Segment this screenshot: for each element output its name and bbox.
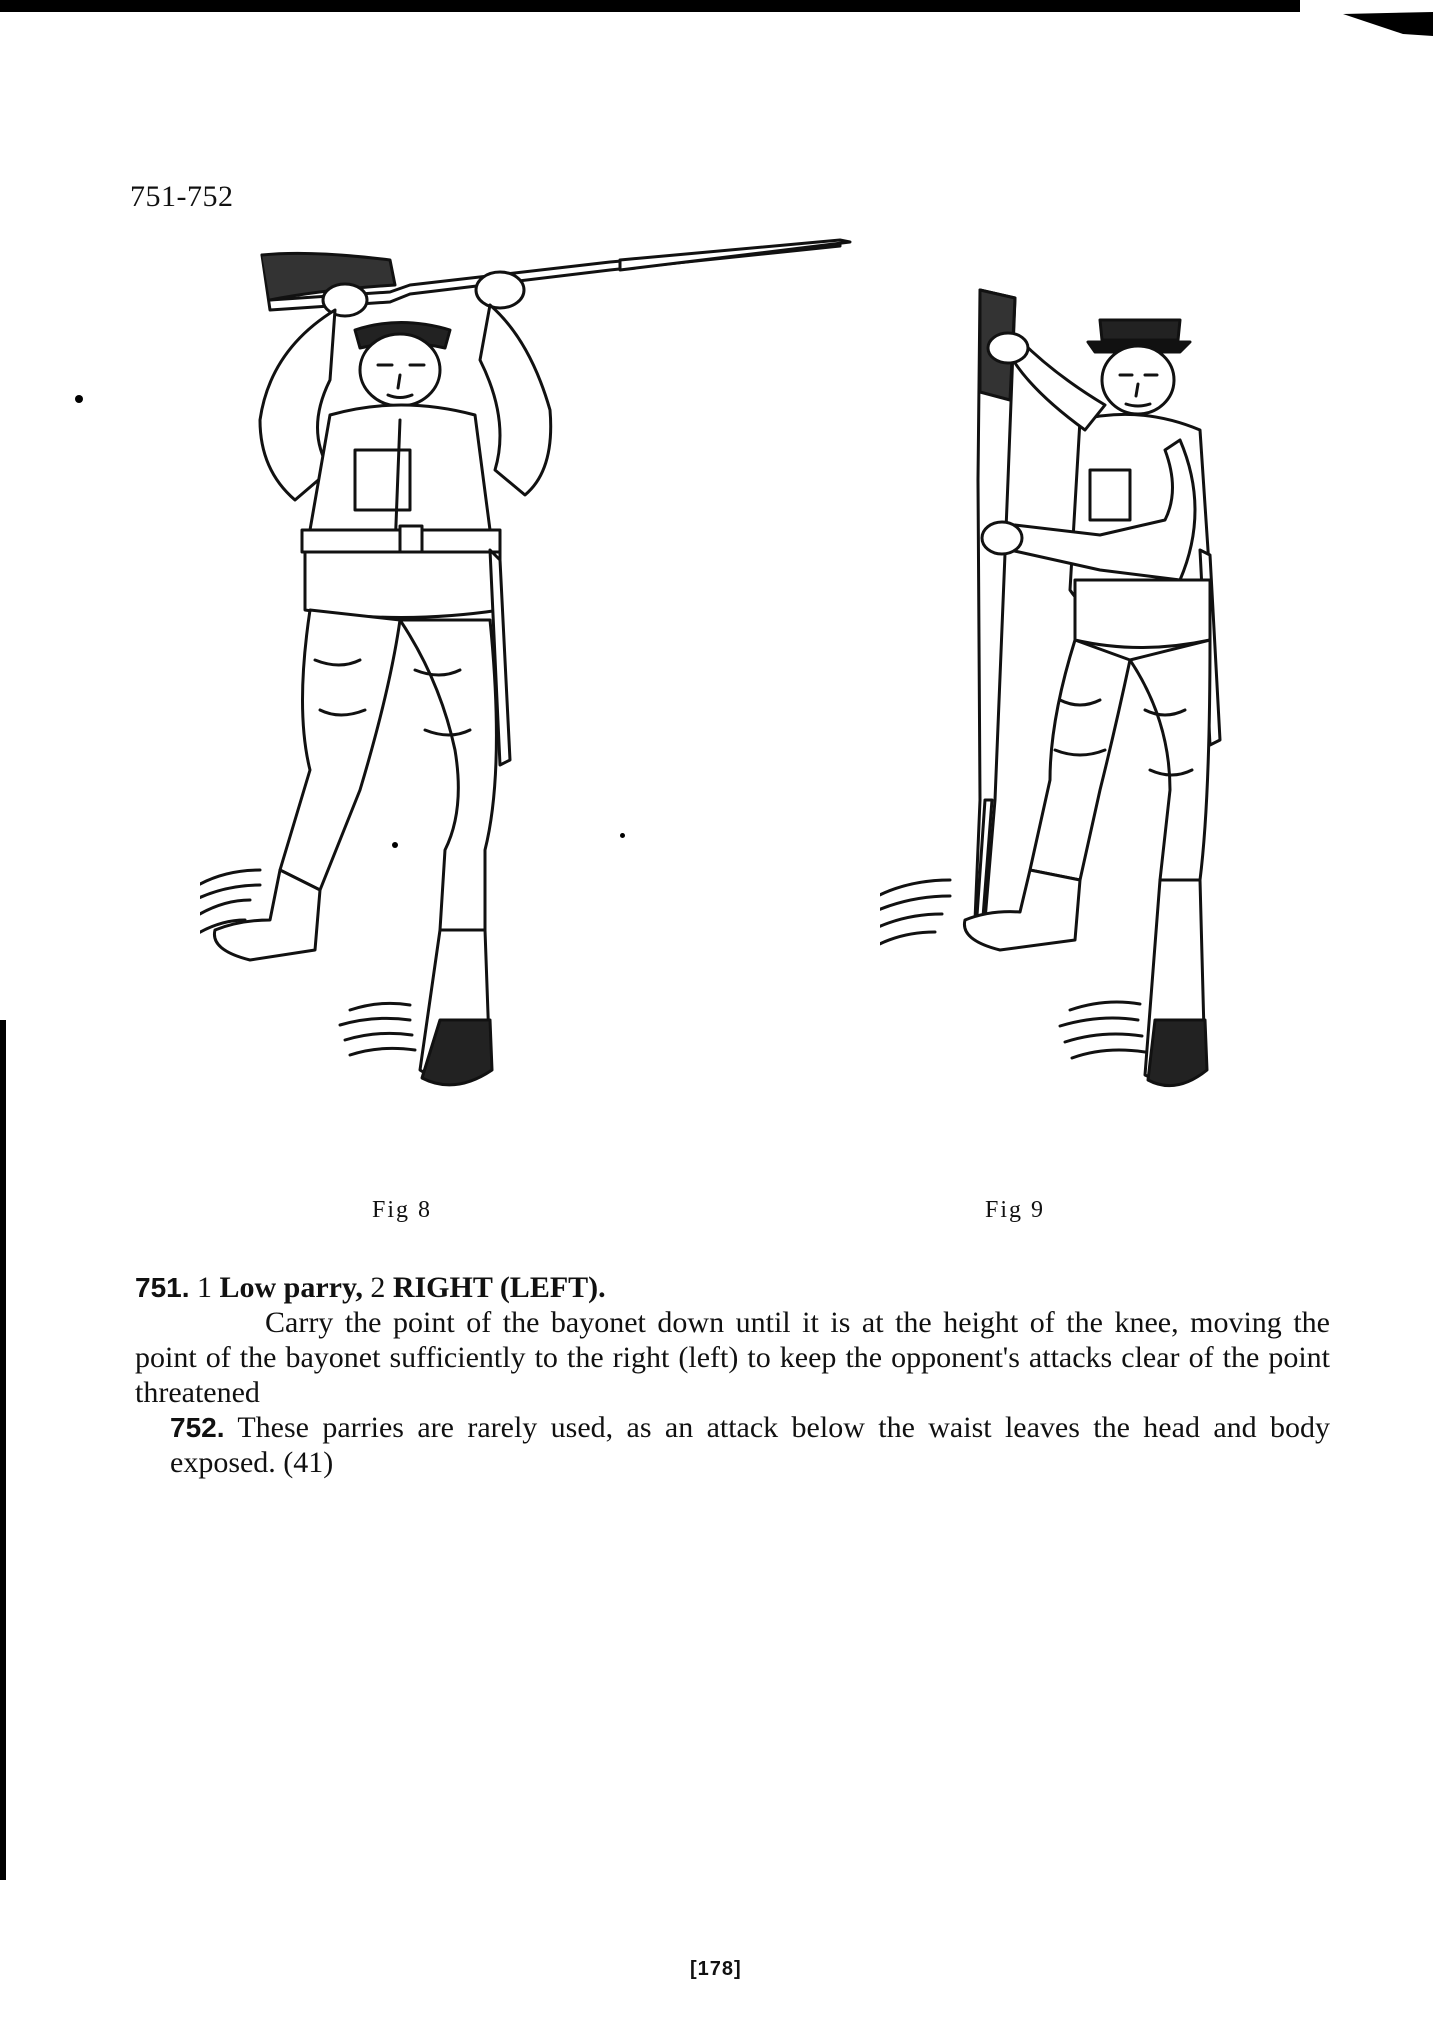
paragraph-number: 751.: [135, 1272, 190, 1303]
command-direction: RIGHT (LEFT).: [392, 1271, 606, 1304]
paragraph-number: 752.: [170, 1412, 225, 1443]
command-name: Low parry,: [219, 1271, 363, 1304]
paragraph-body: Carry the point of the bayonet down until it is at the height of the knee, moving the point of the bayonet sufficiently to the right (left) to keep the opponent's attacks clear of the point threatened: [135, 1306, 1330, 1409]
left-border-rule: [0, 1020, 6, 1880]
paragraph-751-heading: [135, 1270, 1330, 1305]
body-text: [135, 1270, 1330, 1480]
step-number: 2: [370, 1271, 386, 1304]
step-number: 1: [197, 1271, 212, 1304]
paragraph-751-text: [135, 1305, 1330, 1410]
paragraph-body: These parries are rarely used, as an attack below the waist leaves the head and body exposed. (41): [170, 1411, 1330, 1479]
page-number: [178]: [690, 1958, 742, 1980]
figure-9-caption: Fig 9: [985, 1197, 1046, 1223]
section-range: 751-752: [130, 180, 234, 213]
print-speck: [75, 395, 83, 403]
figure-8-caption: Fig 8: [372, 1197, 433, 1223]
top-border-rule: [0, 0, 1300, 12]
figure-9-illustration: [880, 280, 1240, 1160]
corner-mark: [1343, 12, 1433, 36]
paragraph-752: [135, 1410, 1330, 1480]
figure-8-illustration: [200, 230, 860, 1170]
